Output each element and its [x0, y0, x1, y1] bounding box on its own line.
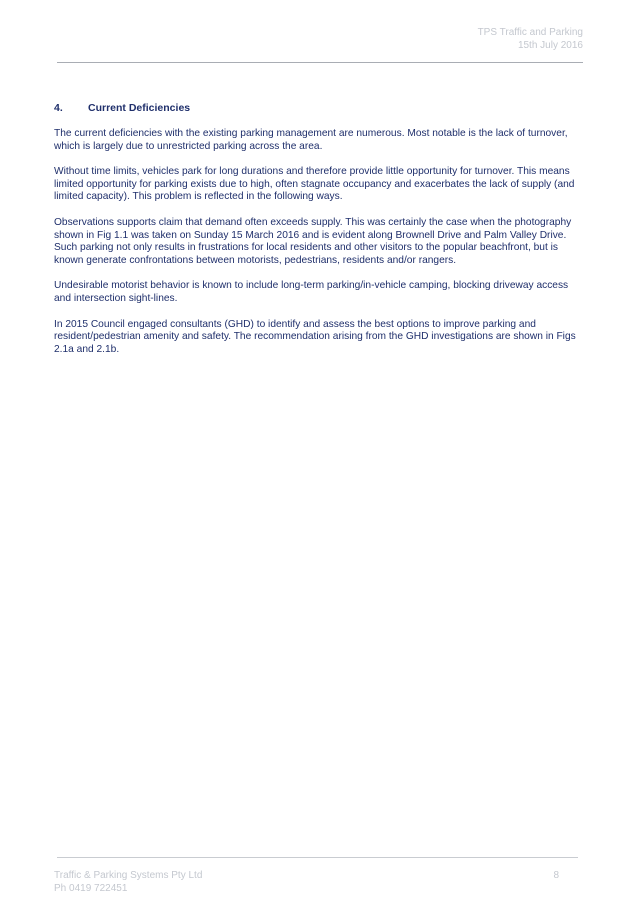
page-footer — [54, 869, 202, 895]
paragraph: The current deficiencies with the existing parking management are numerous. Most notable is the lack of turnover, which is largely due to unrestricted parking across the area. — [54, 128, 568, 152]
section-title: Current Deficiencies — [88, 102, 191, 114]
paragraph: Observations supports claim that demand often exceeds supply. This was certainly the case when the photography shown in Fig 1.1 was taken on Sunday 15 March 2016 and is evident along Brownell Drive and Palm Valley Drive. Such parking not only results in frustrations for local residents and other visitors to the popular beachfront, but is known generate confrontations between motorists, pedestrians, residents and/or rangers. — [54, 216, 572, 266]
paragraph: Undesirable motorist behavior is known to include long-term parking/in-vehicle camping, blocking driveway access and intersection sight-lines. — [54, 280, 569, 304]
paragraph: Without time limits, vehicles park for long durations and therefore provide little opportunity for turnover. This means limited opportunity for parking exists due to high, often stagnate occupancy and exacerbates the lack of supply (and limited capacity). This problem is reflected in the following ways. — [54, 166, 575, 203]
section-heading — [54, 101, 582, 115]
header-divider — [57, 62, 583, 63]
footer-divider — [57, 857, 578, 858]
footer-phone: Ph 0419 722451 — [54, 883, 128, 894]
document-body — [54, 101, 582, 369]
header-date: 15th July 2016 — [517, 40, 583, 51]
page-number: 8 — [553, 870, 559, 881]
section-number: 4. — [54, 102, 63, 114]
page-header — [478, 26, 583, 52]
paragraph: In 2015 Council engaged consultants (GHD) to identify and assess the best options to improve parking and resident/pedestrian amenity and safety. The recommendation arising from the GHD investigations are shown in Figs 2.1a and 2.1b. — [54, 318, 576, 355]
footer-company: Traffic & Parking Systems Pty Ltd — [54, 870, 203, 881]
header-company: TPS Traffic and Parking — [477, 27, 583, 38]
